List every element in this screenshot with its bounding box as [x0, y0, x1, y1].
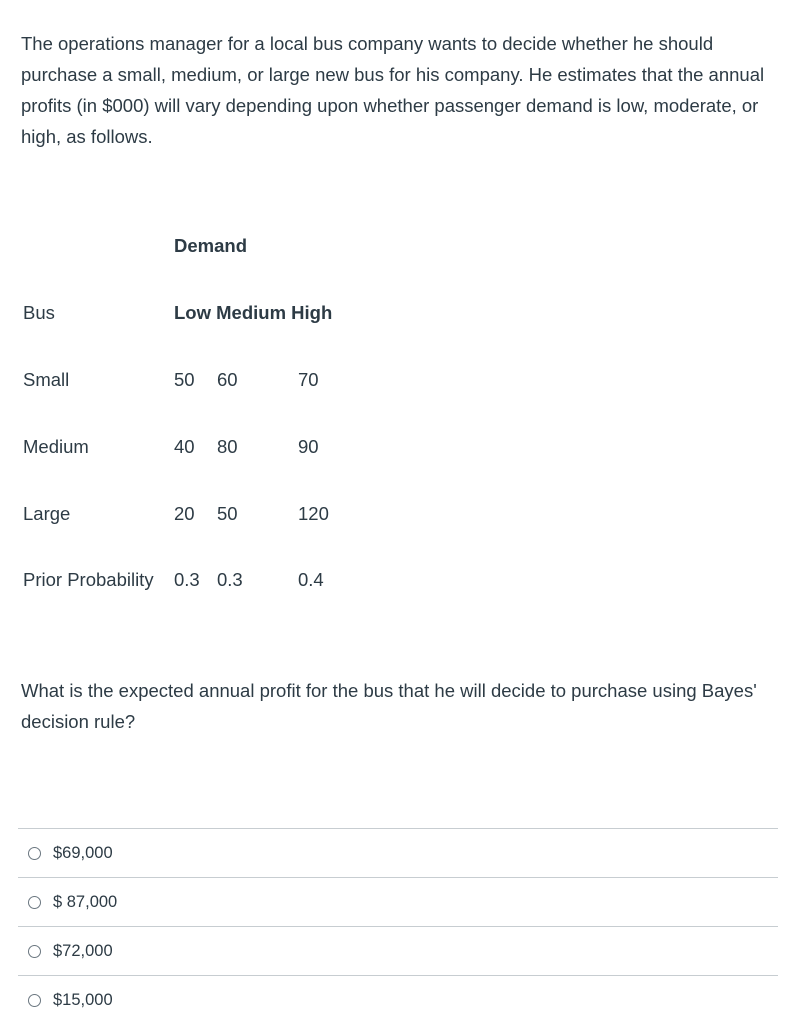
cell-medium-medium: 80: [217, 436, 238, 457]
prior-high: 0.4: [298, 569, 324, 590]
answer-label: $72,000: [53, 941, 113, 960]
radio-button[interactable]: [28, 945, 41, 958]
answer-label: $69,000: [53, 843, 113, 862]
answer-option[interactable]: [18, 828, 778, 877]
question-intro: The operations manager for a local bus company wants to decide whether he should purchase a small, medium, or large new bus for his company. He estimates that the annual profits (in $000) will vary depending upon whether passenger demand is low, moderate, or high, as follows.: [21, 33, 765, 147]
row-header-bus: Bus: [23, 302, 55, 323]
row-label-small: Small: [23, 369, 70, 390]
answer-label: $15,000: [53, 990, 113, 1009]
cell-large-low: 20: [174, 503, 195, 524]
cell-medium-high: 90: [298, 436, 319, 457]
answer-options: [18, 828, 778, 1024]
cell-small-high: 70: [298, 369, 319, 390]
cell-medium-low: 40: [174, 436, 195, 457]
prior-probability-label: Prior Probability: [23, 569, 154, 590]
row-label-medium: Medium: [23, 436, 89, 457]
answer-option[interactable]: [18, 926, 778, 975]
column-headers: Low Medium High: [174, 302, 333, 323]
answer-option[interactable]: [18, 975, 778, 1024]
prior-medium: 0.3: [217, 569, 243, 590]
demand-header: Demand: [174, 235, 247, 256]
answer-label: $ 87,000: [53, 892, 118, 911]
radio-button[interactable]: [28, 896, 41, 909]
cell-large-medium: 50: [217, 503, 238, 524]
cell-large-high: 120: [298, 503, 329, 524]
answer-option[interactable]: [18, 877, 778, 926]
row-label-large: Large: [23, 503, 71, 524]
cell-small-medium: 60: [217, 369, 238, 390]
radio-button[interactable]: [28, 847, 41, 860]
radio-button[interactable]: [28, 994, 41, 1007]
prior-low: 0.3: [174, 569, 200, 590]
cell-small-low: 50: [174, 369, 195, 390]
question-prompt: What is the expected annual profit for the bus that he will decide to purchase using Bayes' decision rule?: [21, 680, 757, 732]
